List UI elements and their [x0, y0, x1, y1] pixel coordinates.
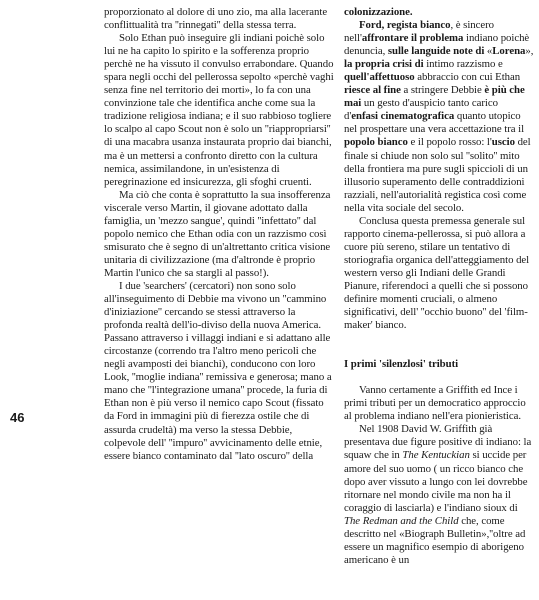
paragraph: proporzionato al dolore di uno zio, ma alla lacerante conflittualità tra ''rinnegati'' della stessa terra.	[104, 6, 328, 32]
text-run: si uccide per amore del suo uomo ( un ricco bianco che dopo aver vissuto a lungo con lei dovrebbe ritornare nel mondo civile ma non ha il coraggio di lasciarla) e l'indiano sioux di	[344, 449, 528, 514]
text-run: intimo razzismo e	[423, 58, 503, 71]
highlighted-text: enfasi cinematografica	[351, 110, 455, 123]
highlighted-text: affrontare il problema	[361, 32, 464, 45]
paragraph: Conclusa questa premessa generale sul rapporto cinema-pellerossa, si può allora a cuore più sereno, stilare un tentativo di storiografia organica dell'atteggiamento del western verso gli Indiani delle Grandi Pianure, riferendoci a quelli che si possono definire momenti cruciali, o almeno significativi, dell' ''occhio buono'' del 'film-maker' bianco.	[344, 214, 530, 332]
section-heading: I primi 'silenzlosi' tributi	[344, 358, 459, 371]
text-run: , è sincero nell'	[344, 19, 495, 45]
film-title: The Redman and the Child	[344, 514, 459, 527]
spacer	[344, 371, 534, 384]
right-column	[344, 6, 534, 567]
text-run: quanto utopico nel prospettare una vera accettazione tra il	[344, 110, 525, 136]
spacer	[344, 345, 534, 358]
highlighted-text: colonizzazione.	[344, 6, 413, 18]
highlighted-text: riesce al fine	[344, 84, 401, 97]
text-run: che, come descritto nel «Biograph Bulletin»,''oltre ad essere un magnifico esempio di aborigeno americano è un	[344, 514, 526, 566]
highlighted-text: è più che mai	[344, 84, 525, 110]
highlighted-text: uscio	[491, 136, 515, 149]
text-run: del finale si chiude non solo sul ''solito'' mito della frontiera ma pure sugli spiccioli di un illusorio superamento delle contraddizioni razziali, nell'autorialità registica così come nella vita sociale del secolo.	[344, 136, 531, 214]
text-run: «	[484, 45, 493, 58]
paragraph	[344, 423, 534, 567]
text-run: indiano poichè denuncia,	[344, 32, 530, 58]
page-number: 46	[10, 410, 25, 425]
text-run: un gesto d'auspicio tanto carico d'	[344, 97, 498, 123]
highlighted-text: Lorena	[492, 45, 526, 58]
highlighted-text: sulle languide note di	[387, 45, 485, 58]
paragraph: Ma ciò che conta è soprattutto la sua insofferenza viscerale verso Martin, il giovane adottato dalla famiglia, un 'mezzo sangue', quindi ''infettato'' dal popolo nemico che Ethan odia con un razzismo così smisurato che è segno di un'altrettanto critica visione unitaria di civilizzazione (ma d'altronde è proprio Martin l'unico che sa stargli al passo!).	[104, 188, 331, 279]
text-run: »,	[525, 45, 534, 58]
text-run: a stringere Debbie	[400, 84, 485, 97]
paragraph	[344, 6, 534, 19]
paragraph: I due 'searchers' (cercatori) non sono solo all'inseguimento di Debbie ma vivono un ''cammino d'iniziazione'' cercando se stessi attraverso la profonda realtà dell'io-diviso della nuova America. Passano attraverso i villaggi indiani e si adattano alle circostanze (correndo tra l'altro meno pericoli che negli avamposti dei bianchi), conducono con loro Look, ''moglie indiana'' remissiva e generosa; mano a mano che ''l'integrazione umana'' procede, la furia di Ethan non è più verso il nemico capo Scout (fissato da Ford in immagini più di fierezza ostile che di assurda crudeltà) ma verso la stessa Debbie, colpevole dell' ''impuro'' avvicinamento delle etnie, essere bianco contaminato dal ''lato oscuro'' della	[104, 279, 332, 462]
highlighted-text: quell'affettuoso	[344, 71, 415, 84]
paragraph: Vanno certamente a Griffith ed Ince i primi tributi per un democratico approccio al problema indiano nell'era pionieristica.	[344, 384, 526, 423]
highlighted-text: popolo bianco	[344, 136, 408, 149]
highlighted-text: la propria crisi di	[344, 58, 424, 71]
film-title: The Kentuckian	[402, 449, 470, 462]
highlighted-text: Ford, regista bianco	[359, 19, 451, 32]
paragraph	[344, 19, 534, 215]
left-column	[104, 6, 336, 463]
paragraph: Solo Ethan può inseguire gli indiani poichè solo lui ne ha capito lo spirito e la sofferenza proprio perchè ne ha vissuto il convulso errabondare. Quando spara negli occhi del pellerossa sepolto «perchè vaghi senza fine nel territorio dei morti», lo fa con una convinzione tale che identifica anche come sua la tradizione religiosa indiana; e il suo rabbioso togliere lo scalpo al capo Scout non è solo un ''riappropriarsi'' di una macabra usanza instaurata proprio dai bianchi, ma è un mettersi a confronto diretto con la cultura nemica, assimilandone, in un'esistenza di peregrinazione ed insicurezza, gli sfoghi cruenti.	[104, 32, 334, 188]
text-run: Nel 1908 David W. Griffith già presentava due figure positive di indiano: la squaw che in	[344, 423, 532, 462]
text-run: e il popolo rosso: l'	[407, 136, 492, 149]
text-run: abbraccio con cui Ethan	[414, 71, 521, 84]
spacer	[344, 332, 534, 345]
